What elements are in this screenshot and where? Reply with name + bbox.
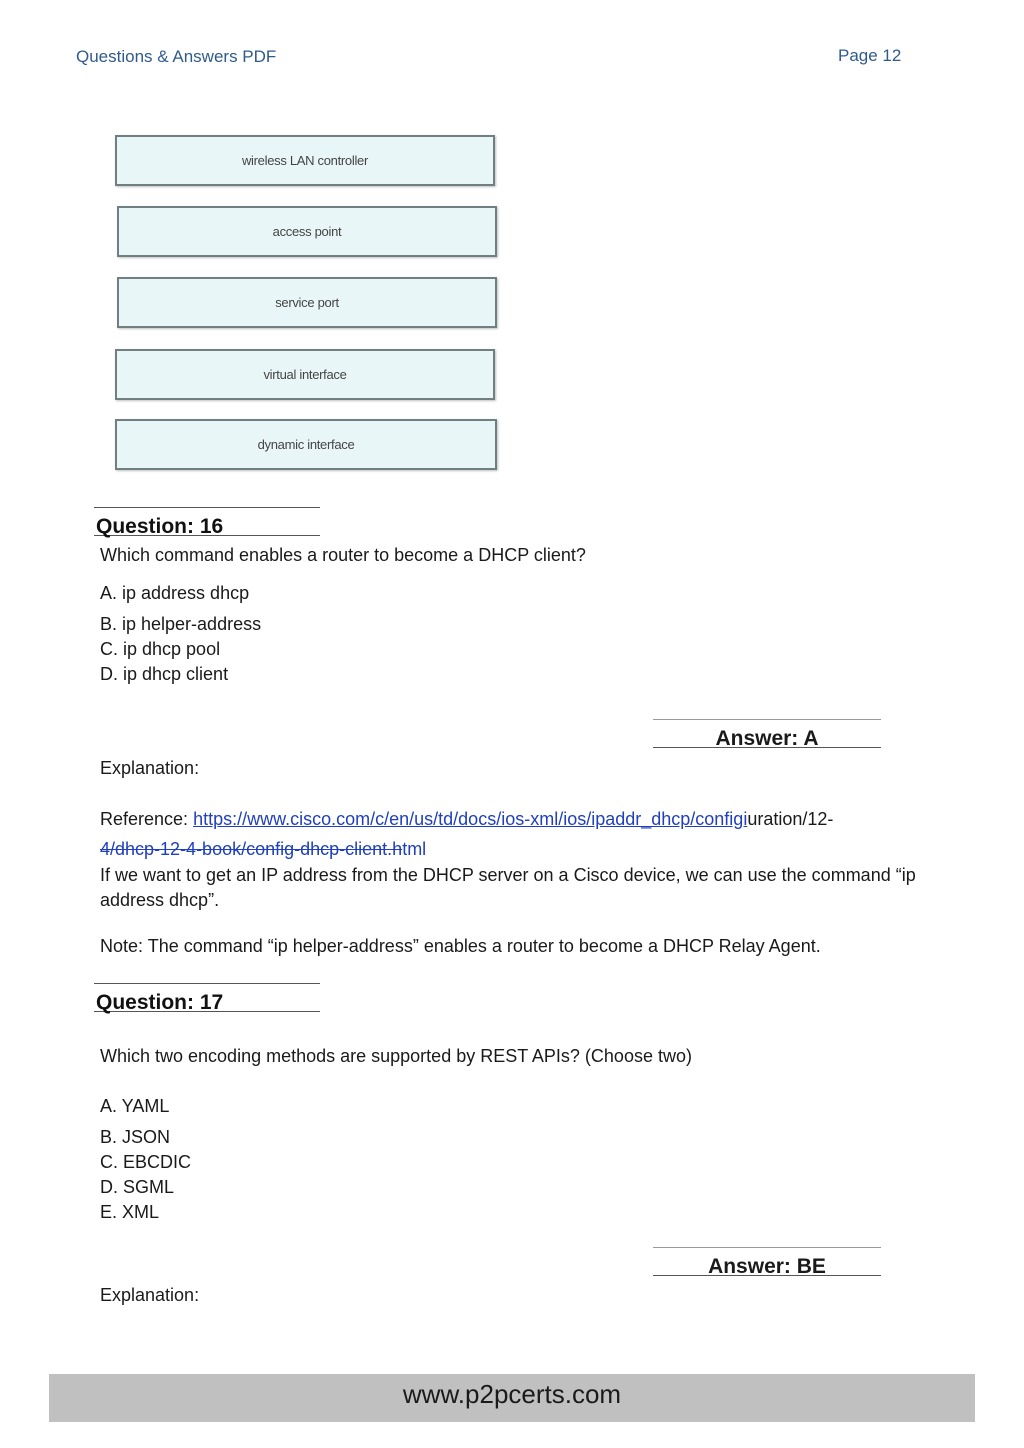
q17-option-e: E. XML <box>100 1202 160 1222</box>
q17-option-b: B. JSON <box>100 1127 171 1147</box>
reference-link[interactable]: https://www.cisco.com/c/en/us/td/docs/ios-xml/ios/ipaddr_dhcp/configi <box>193 809 748 829</box>
q17-option-d: D. SGML <box>100 1177 175 1197</box>
q16-option-d: D. ip dhcp client <box>100 664 229 684</box>
question-16-title: Question: 16 <box>94 507 320 536</box>
q17-option-a: A. YAML <box>100 1096 170 1116</box>
reference-link-tail: tml <box>402 839 427 859</box>
footer-url[interactable]: www.p2pcerts.com <box>402 1379 622 1409</box>
header-title: Questions & Answers PDF <box>76 47 277 66</box>
page-number: Page 12 <box>838 46 902 65</box>
q16-note: Note: The command “ip helper-address” enables a router to become a DHCP Relay Agent. <box>100 936 821 956</box>
q16-option-c: C. ip dhcp pool <box>100 639 221 659</box>
q17-explanation-label: Explanation: <box>100 1285 200 1305</box>
reference-link-continued[interactable]: 4/dhcp-12-4-book/config-dhcp-client.h <box>100 839 403 859</box>
q17-option-c: C. EBCDIC <box>100 1152 192 1172</box>
reference-link-rest: uration/12- <box>747 809 834 829</box>
q16-explanation-label: Explanation: <box>100 758 200 778</box>
footer-bar <box>49 1374 975 1422</box>
q16-option-a: A. ip address dhcp <box>100 583 250 603</box>
q16-answer: Answer: A <box>653 719 881 748</box>
question-17-text: Which two encoding methods are supported by REST APIs? (Choose two) <box>100 1046 692 1066</box>
q17-answer: Answer: BE <box>653 1247 881 1276</box>
diagram-box-access-point: access point <box>117 206 497 257</box>
diagram-box-dynamic-interface: dynamic interface <box>115 419 497 470</box>
diagram-box-wlc: wireless LAN controller <box>115 135 495 186</box>
q16-reference-line2 <box>100 838 426 860</box>
question-17-title: Question: 17 <box>94 983 320 1012</box>
q16-option-b: B. ip helper-address <box>100 614 262 634</box>
diagram-box-service-port: service port <box>117 277 497 328</box>
reference-label: Reference: <box>100 809 189 829</box>
question-16-text: Which command enables a router to become a DHCP client? <box>100 545 586 565</box>
diagram-box-virtual-interface: virtual interface <box>115 349 495 400</box>
q16-reference-line1 <box>100 808 833 830</box>
q16-explanation-body: If we want to get an IP address from the DHCP server on a Cisco device, we can use the command “ip address dhcp”. <box>100 865 916 910</box>
